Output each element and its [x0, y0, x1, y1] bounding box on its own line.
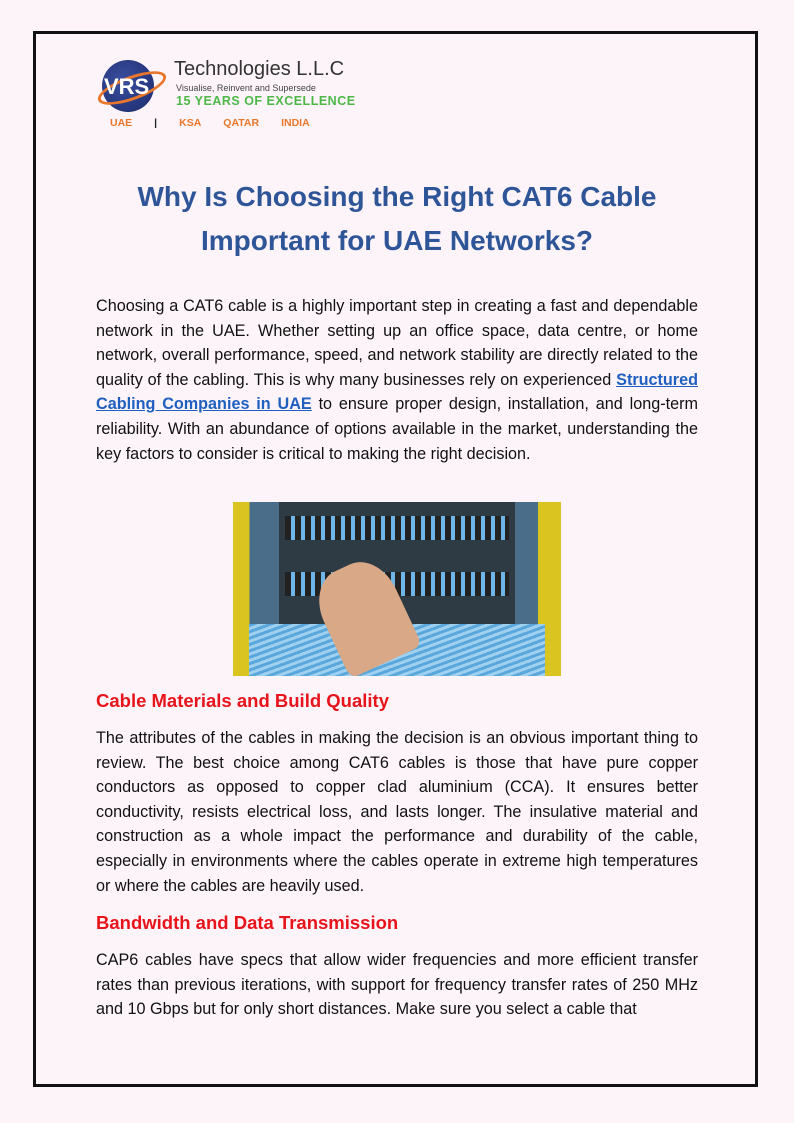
section-body: The attributes of the cables in making the decision is an obvious important thing to review. The best choice among CAT6 cables is those that have pure copper conductors as opposed to copper clad aluminium (CCA). It ensures better conductivity, resists electrical loss, and lasts longer. The insulative material and construction as a whole impact the performance and durability of the cable, especially in environments where the cables operate in extreme high temperatures or where the cables are heavily used. [96, 729, 698, 895]
country-india: INDIA [281, 117, 310, 129]
company-logo [96, 54, 356, 134]
section-heading: Bandwidth and Data Transmission [96, 912, 399, 933]
logo-brand: VRS [104, 74, 150, 99]
logo-countries [110, 117, 332, 129]
separator: | [154, 117, 158, 129]
logo-company: Technologies L.L.C [174, 58, 345, 80]
country-uae: UAE [110, 117, 133, 129]
page-title: Why Is Choosing the Right CAT6 Cable Important for UAE Networks? [137, 181, 657, 256]
intro-text: Choosing a CAT6 cable is a highly important step in creating a fast and dependable network in the UAE. Whether setting up an office space, data centre, or home network, overall performance, speed, and network stability are directly related to the quality of the cabling. This is why many businesses rely on experienced [96, 297, 698, 389]
structured-cabling-link[interactable]: Structured Cabling Companies in UAE [96, 370, 698, 414]
country-ksa: KSA [179, 117, 202, 129]
intro-paragraph [96, 294, 698, 466]
logo-tagline: Visualise, Reinvent and Supersede [176, 83, 316, 93]
section-body: CAP6 cables have specs that allow wider frequencies and more efficient transfer rates than previous iterations, with support for frequency transfer rates of 250 MHz and 10 Gbps but for only short distances. Make sure you select a cable that [96, 951, 698, 1019]
country-qatar: QATAR [223, 117, 260, 129]
intro-text-end: to ensure proper design, installation, and long-term reliability. With an abundance of options available in the market, understanding the key factors to consider is critical to making the right decision. [96, 395, 698, 463]
section-heading: Cable Materials and Build Quality [96, 690, 389, 711]
network-cabinet-photo [233, 502, 561, 676]
logo-years: 15 YEARS OF EXCELLENCE [176, 94, 356, 108]
